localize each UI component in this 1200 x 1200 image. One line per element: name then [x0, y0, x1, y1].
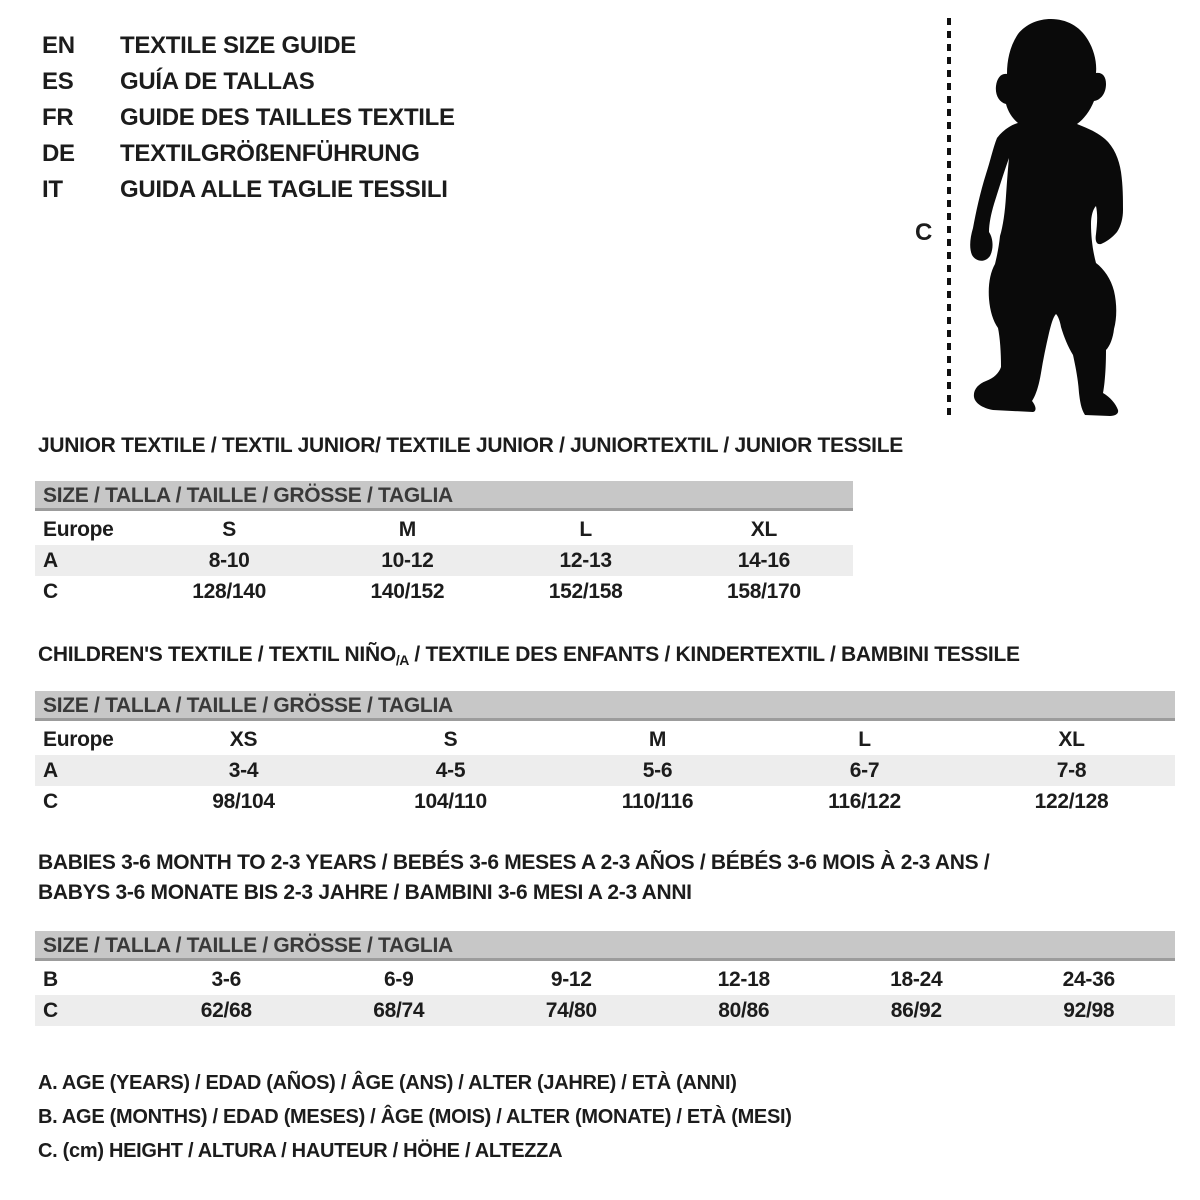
- height-measure-dashed-line: [947, 18, 951, 418]
- babies-size-header-bar: SIZE / TALLA / TAILLE / GRÖSSE / TAGLIA: [35, 931, 1175, 961]
- babies-size-table: [35, 964, 1175, 1026]
- height-cell: 158/170: [726, 579, 801, 603]
- age-cell: 8-10: [208, 548, 250, 572]
- age-cell: 7-8: [1056, 758, 1087, 782]
- table-row: [35, 995, 1175, 1026]
- language-row: [42, 28, 455, 64]
- row-label: C: [43, 579, 58, 603]
- legend-line-a: A. AGE (YEARS) / EDAD (AÑOS) / ÂGE (ANS) / ALTER (JAHRE) / ETÀ (ANNI): [38, 1072, 737, 1094]
- legend-line-b: B. AGE (MONTHS) / EDAD (MESES) / ÂGE (MOIS) / ALTER (MONATE) / ETÀ (MESI): [38, 1106, 792, 1128]
- junior-section-title: JUNIOR TEXTILE / TEXTIL JUNIOR/ TEXTILE JUNIOR / JUNIORTEXTIL / JUNIOR TESSILE: [38, 434, 903, 457]
- age-cell: 24-36: [1062, 967, 1115, 991]
- language-row: [42, 172, 455, 208]
- age-cell: 9-12: [550, 967, 592, 991]
- age-cell: 3-6: [211, 967, 241, 991]
- language-row: [42, 64, 455, 100]
- junior-size-header-bar: SIZE / TALLA / TAILLE / GRÖSSE / TAGLIA: [35, 481, 853, 511]
- height-cell: 92/98: [1063, 998, 1115, 1022]
- children-title-subscript: /A: [395, 652, 409, 668]
- age-cell: 10-12: [381, 548, 434, 572]
- language-row: [42, 100, 455, 136]
- legend-line-c: C. (cm) HEIGHT / ALTURA / HAUTEUR / HÖHE / ALTEZZA: [38, 1140, 563, 1162]
- height-cell: 74/80: [545, 998, 597, 1022]
- legend-block: [38, 1066, 792, 1168]
- age-cell: 3-4: [228, 758, 259, 782]
- age-cell: 4-5: [435, 758, 466, 782]
- guide-title: GUIDA ALLE TAGLIE TESSILI: [120, 176, 448, 203]
- language-code: IT: [42, 176, 63, 203]
- size-cell: S: [222, 517, 236, 541]
- table-row: [35, 964, 1175, 995]
- height-cell: 86/92: [890, 998, 942, 1022]
- height-cell: 140/152: [370, 579, 445, 603]
- age-cell: 14-16: [737, 548, 790, 572]
- size-cell: S: [443, 727, 458, 751]
- age-cell: 12-18: [717, 967, 770, 991]
- row-label: Europe: [43, 727, 114, 751]
- height-cell: 152/158: [548, 579, 623, 603]
- guide-title: TEXTILGRÖßENFÜHRUNG: [120, 140, 420, 167]
- babies-section-title-line1: BABIES 3-6 MONTH TO 2-3 YEARS / BEBÉS 3-6 MESES A 2-3 AÑOS / BÉBÉS 3-6 MOIS À 2-3 ANS /: [38, 851, 990, 874]
- height-cell: 122/128: [1034, 789, 1109, 813]
- language-code: FR: [42, 104, 74, 131]
- babies-section-title-line2: BABYS 3-6 MONATE BIS 2-3 JAHRE / BAMBINI 3-6 MESI A 2-3 ANNI: [38, 881, 692, 904]
- height-cell: 68/74: [373, 998, 425, 1022]
- age-cell: 18-24: [890, 967, 943, 991]
- language-row: [42, 136, 455, 172]
- height-cell: 128/140: [192, 579, 267, 603]
- size-cell: L: [579, 517, 592, 541]
- guide-title: GUIDE DES TAILLES TEXTILE: [120, 104, 455, 131]
- table-row: [35, 755, 1175, 786]
- children-size-table: [35, 724, 1175, 817]
- height-cell: 104/110: [414, 789, 487, 813]
- language-title-block: [42, 28, 455, 208]
- row-label: B: [43, 967, 58, 991]
- height-cell: 98/104: [212, 789, 275, 813]
- junior-size-table: [35, 514, 853, 607]
- row-label: A: [43, 548, 58, 572]
- children-title-post: / TEXTILE DES ENFANTS / KINDERTEXTIL / BAMBINI TESSILE: [408, 643, 1020, 666]
- guide-title: TEXTILE SIZE GUIDE: [120, 32, 356, 59]
- table-row: [35, 724, 1175, 755]
- height-measure-label: C: [915, 219, 933, 246]
- language-code: ES: [42, 68, 74, 95]
- children-title-pre: CHILDREN'S TEXTILE / TEXTIL NIÑO: [38, 643, 396, 666]
- age-cell: 6-9: [384, 967, 414, 991]
- table-row: [35, 786, 1175, 817]
- size-cell: XS: [229, 727, 258, 751]
- size-cell: L: [858, 727, 871, 751]
- age-cell: 12-13: [559, 548, 612, 572]
- guide-title: GUÍA DE TALLAS: [120, 68, 315, 95]
- age-cell: 6-7: [849, 758, 880, 782]
- size-cell: M: [648, 727, 667, 751]
- height-cell: 62/68: [200, 998, 252, 1022]
- row-label: A: [43, 758, 58, 782]
- language-code: DE: [42, 140, 75, 167]
- table-row: [35, 514, 853, 545]
- size-cell: XL: [1058, 727, 1085, 751]
- table-row: [35, 545, 853, 576]
- height-cell: 80/86: [718, 998, 770, 1022]
- toddler-silhouette-image: [963, 16, 1138, 418]
- height-cell: 110/116: [621, 789, 694, 813]
- size-cell: M: [398, 517, 416, 541]
- age-cell: 5-6: [642, 758, 673, 782]
- language-code: EN: [42, 32, 75, 59]
- table-row: [35, 576, 853, 607]
- row-label: Europe: [43, 517, 114, 541]
- children-section-title: [38, 643, 1020, 668]
- row-label: C: [43, 789, 58, 813]
- children-size-header-bar: SIZE / TALLA / TAILLE / GRÖSSE / TAGLIA: [35, 691, 1175, 721]
- row-label: C: [43, 998, 58, 1022]
- height-cell: 116/122: [828, 789, 901, 813]
- size-cell: XL: [750, 517, 777, 541]
